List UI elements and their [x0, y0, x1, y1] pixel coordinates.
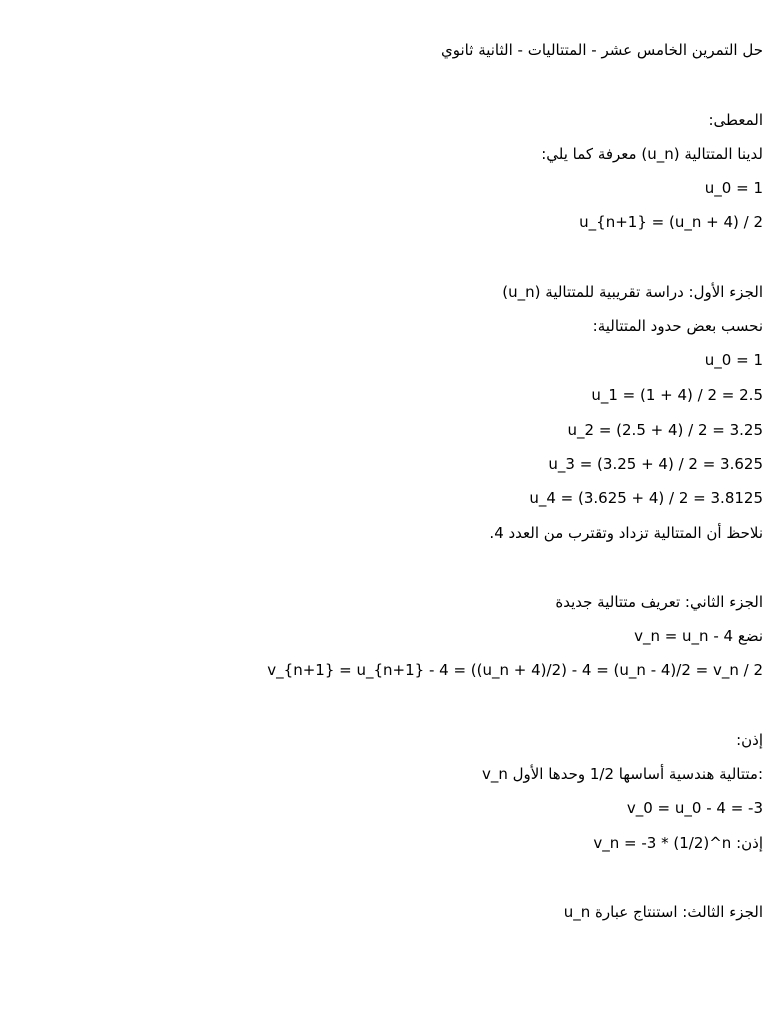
part1-heading: الجزء الأول: دراسة تقريبية للمتتالية (u_n)	[502, 283, 763, 301]
part1-u2: u_2 = (2.5 + 4) / 2 = 3.25	[567, 421, 763, 439]
part2-geometric: v_n متتالية هندسية أساسها 1/2 وحدها الأول:	[481, 765, 763, 783]
given-u0: u_0 = 1	[704, 179, 763, 197]
part2-v0: v_0 = u_0 - 4 = -3	[626, 799, 763, 817]
given-recurrence: u_{n+1} = (u_n + 4) / 2	[579, 213, 763, 231]
part1-u3: u_3 = (3.25 + 4) / 2 = 3.625	[548, 455, 763, 473]
part1-u0: u_0 = 1	[704, 351, 763, 369]
part2-therefore: إذن:	[736, 731, 763, 749]
part1-intro: نحسب بعض حدود المتتالية:	[592, 317, 763, 335]
part2-heading: الجزء الثاني: تعريف متتالية جديدة	[555, 593, 763, 611]
given-intro: لدينا المتتالية (u_n) معرفة كما يلي:	[541, 145, 763, 163]
part2-general: إذن: v_n = -3 * (1/2)^n	[593, 834, 763, 852]
part1-u1: u_1 = (1 + 4) / 2 = 2.5	[591, 386, 763, 404]
part1-u4: u_4 = (3.625 + 4) / 2 = 3.8125	[529, 489, 763, 507]
part2-recurrence: v_{n+1} = u_{n+1} - 4 = ((u_n + 4)/2) - 4 = (u_n - 4)/2 = v_n / 2	[267, 661, 763, 679]
part2-define: نضع v_n = u_n - 4	[634, 627, 763, 645]
document-title: حل التمرين الخامس عشر - المتتاليات - الثانية ثانوي	[441, 41, 763, 59]
part1-note: نلاحظ أن المتتالية تزداد وتقترب من العدد 4.	[489, 524, 763, 542]
given-heading: المعطى:	[708, 111, 763, 129]
part3-heading: الجزء الثالث: استنتاج عبارة u_n	[563, 903, 763, 921]
